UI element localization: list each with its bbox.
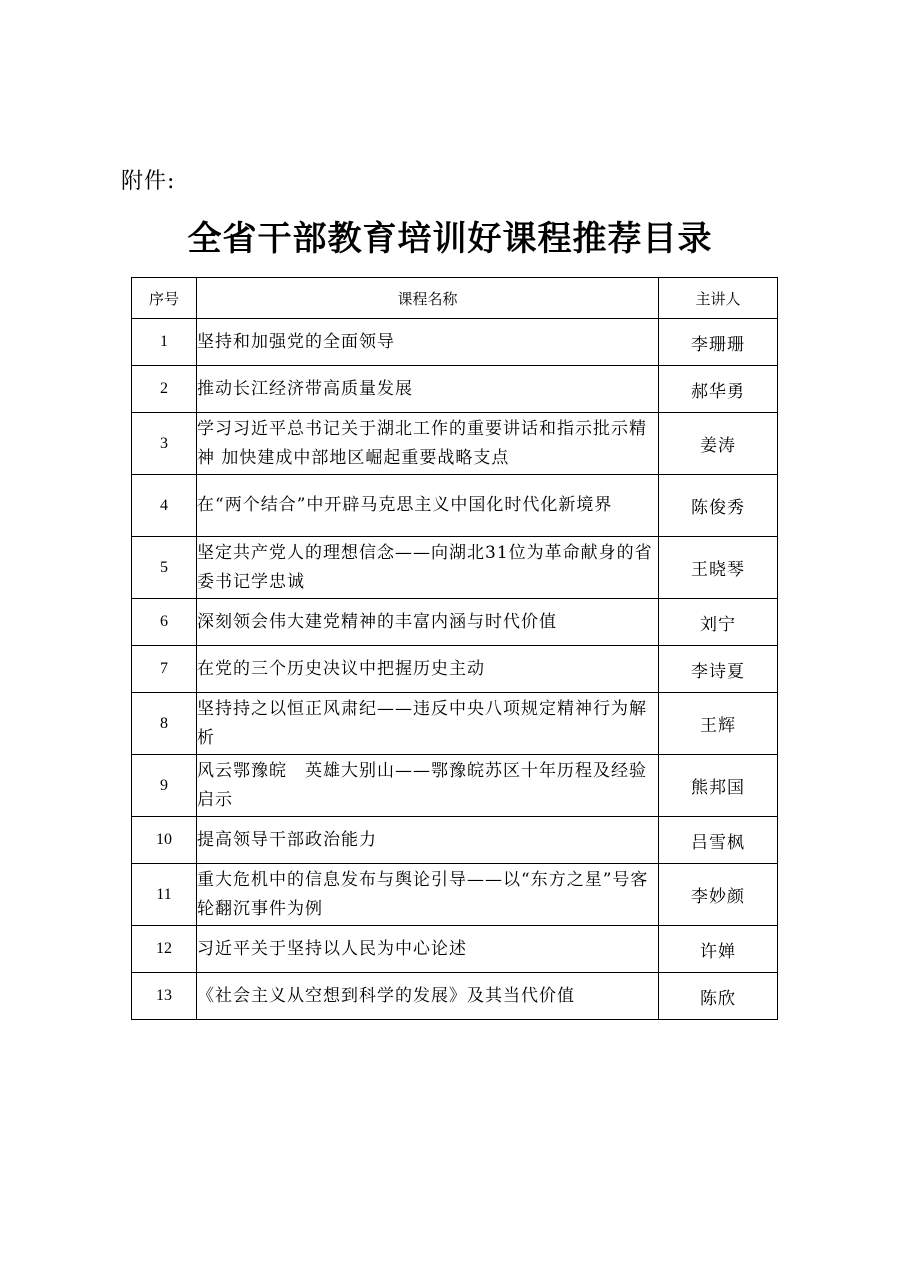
- course-name: 重大危机中的信息发布与舆论引导——以“东方之星”号客轮翻沉事件为例: [197, 864, 659, 926]
- row-number: 13: [132, 973, 197, 1020]
- row-number: 10: [132, 817, 197, 864]
- speaker-name: 刘宁: [659, 599, 778, 646]
- page-title: 全省干部教育培训好课程推荐目录: [187, 219, 713, 259]
- table-row: [132, 537, 778, 599]
- table-row: [132, 973, 778, 1020]
- course-name: 坚持持之以恒正风肃纪——违反中央八项规定精神行为解析: [197, 693, 659, 755]
- speaker-name: 李诗夏: [659, 646, 778, 693]
- course-name: 《社会主义从空想到科学的发展》及其当代价值: [197, 973, 659, 1020]
- attachment-label: 附件:: [121, 169, 176, 194]
- course-name: 深刻领会伟大建党精神的丰富内涵与时代价值: [197, 599, 659, 646]
- row-number: 2: [132, 366, 197, 413]
- table-row: [132, 319, 778, 366]
- table-row: [132, 475, 778, 537]
- course-table: [131, 277, 778, 1020]
- row-number: 3: [132, 413, 197, 475]
- speaker-name: 姜涛: [659, 413, 778, 475]
- speaker-name: 李珊珊: [659, 319, 778, 366]
- table-row: [132, 817, 778, 864]
- speaker-name: 王辉: [659, 693, 778, 755]
- table-row: [132, 366, 778, 413]
- table-row: [132, 864, 778, 926]
- table-row: [132, 755, 778, 817]
- course-name: 推动长江经济带高质量发展: [197, 366, 659, 413]
- table-header-row: [132, 278, 778, 319]
- speaker-name: 王晓琴: [659, 537, 778, 599]
- row-number: 9: [132, 755, 197, 817]
- course-name: 坚定共产党人的理想信念——向湖北31位为革命献身的省委书记学忠诚: [197, 537, 659, 599]
- row-number: 11: [132, 864, 197, 926]
- speaker-name: 许婵: [659, 926, 778, 973]
- course-name: 风云鄂豫皖 英雄大别山——鄂豫皖苏区十年历程及经验启示: [197, 755, 659, 817]
- course-name: 在党的三个历史决议中把握历史主动: [197, 646, 659, 693]
- table-row: [132, 646, 778, 693]
- speaker-name: 李妙颜: [659, 864, 778, 926]
- table-row: [132, 413, 778, 475]
- row-number: 12: [132, 926, 197, 973]
- row-number: 8: [132, 693, 197, 755]
- column-header-course-name: 课程名称: [197, 278, 659, 319]
- speaker-name: 熊邦国: [659, 755, 778, 817]
- table-row: [132, 599, 778, 646]
- row-number: 4: [132, 475, 197, 537]
- column-header-speaker: 主讲人: [659, 278, 778, 319]
- speaker-name: 陈俊秀: [659, 475, 778, 537]
- table-row: [132, 926, 778, 973]
- row-number: 5: [132, 537, 197, 599]
- row-number: 6: [132, 599, 197, 646]
- course-name: 坚持和加强党的全面领导: [197, 319, 659, 366]
- table-row: [132, 693, 778, 755]
- course-name: 提高领导干部政治能力: [197, 817, 659, 864]
- speaker-name: 陈欣: [659, 973, 778, 1020]
- course-name: 在“两个结合”中开辟马克思主义中国化时代化新境界: [197, 475, 659, 537]
- speaker-name: 吕雪枫: [659, 817, 778, 864]
- course-name: 习近平关于坚持以人民为中心论述: [197, 926, 659, 973]
- speaker-name: 郝华勇: [659, 366, 778, 413]
- row-number: 1: [132, 319, 197, 366]
- course-name: 学习习近平总书记关于湖北工作的重要讲话和指示批示精神 加快建成中部地区崛起重要战略支点: [197, 413, 659, 475]
- row-number: 7: [132, 646, 197, 693]
- column-header-no: 序号: [132, 278, 197, 319]
